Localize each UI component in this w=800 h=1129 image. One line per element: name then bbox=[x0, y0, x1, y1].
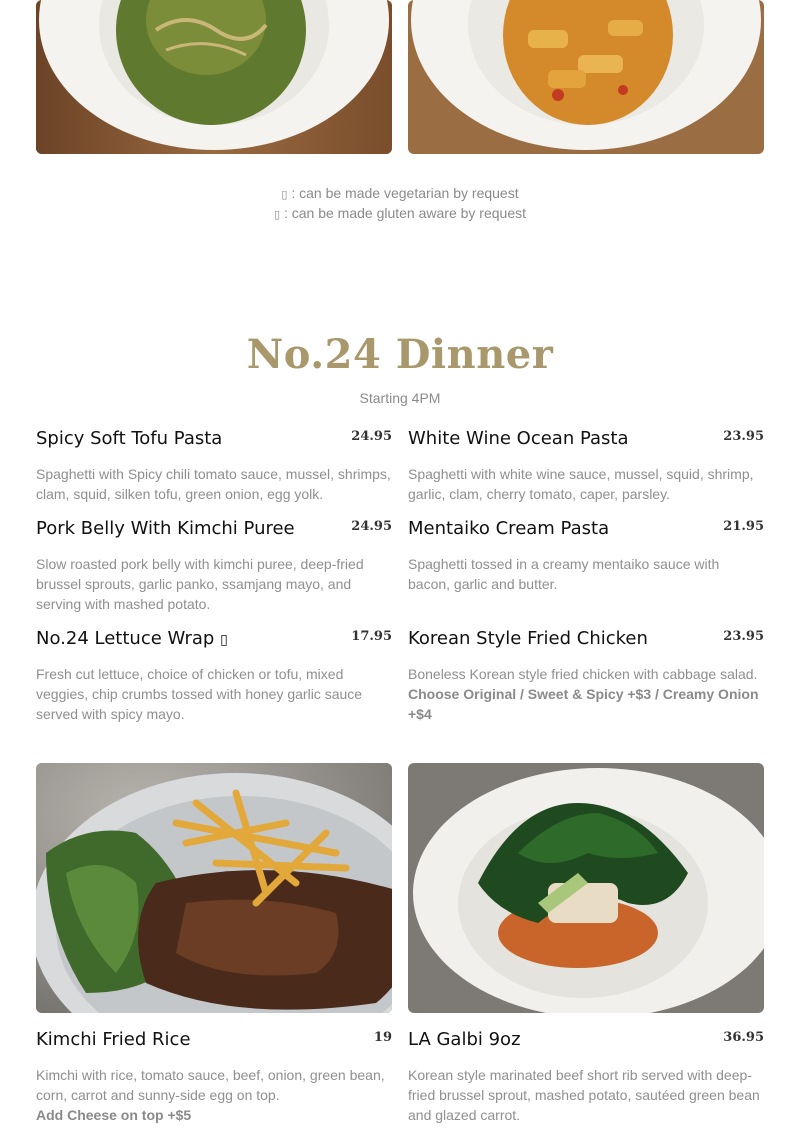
menu-item-name: Pork Belly With Kimchi Puree bbox=[36, 518, 295, 539]
menu-item-name: Spicy Soft Tofu Pasta bbox=[36, 428, 223, 449]
menu-item bbox=[36, 1029, 392, 1125]
plated-fish-photo bbox=[408, 763, 764, 1013]
menu-item-name: Mentaiko Cream Pasta bbox=[408, 518, 610, 539]
menu-item bbox=[408, 628, 764, 724]
menu-item-option-note: Choose Original / Sweet & Spicy +$3 / Creamy Onion +$4 bbox=[408, 686, 759, 722]
menu-item-price: 19 bbox=[373, 1030, 392, 1045]
menu-item-description: Spaghetti with Spicy chili tomato sauce, mussel, shrimps, clam, squid, silken tofu, green onion, egg yolk. bbox=[36, 466, 391, 502]
menu-item-price: 24.95 bbox=[351, 519, 392, 534]
menu-item-price: 21.95 bbox=[723, 519, 764, 534]
section-title: No.24 Dinner bbox=[246, 331, 554, 378]
menu-item-description: Spaghetti tossed in a creamy mentaiko sauce with bacon, garlic and butter. bbox=[408, 556, 720, 592]
menu-item-price: 24.95 bbox=[351, 429, 392, 444]
menu-item bbox=[36, 518, 392, 614]
menu-item-name: No.24 Lettuce Wrap bbox=[36, 628, 215, 649]
menu-item-price: 23.95 bbox=[723, 429, 764, 444]
pesto-pasta-photo bbox=[36, 0, 392, 154]
menu-item-name: Kimchi Fried Rice bbox=[36, 1029, 191, 1050]
menu-item-name: LA Galbi 9oz bbox=[408, 1029, 521, 1050]
menu-item-name: Korean Style Fried Chicken bbox=[408, 628, 648, 649]
menu-item-description: Boneless Korean style fried chicken with cabbage salad. bbox=[408, 666, 758, 682]
menu-item-price: 23.95 bbox=[723, 629, 764, 644]
menu-item-description: Spaghetti with white wine sauce, mussel, squid, shrimp, garlic, clam, cherry tomato, caper, parsley. bbox=[408, 466, 754, 502]
menu-item-price: 17.95 bbox=[351, 629, 392, 644]
menu-item bbox=[408, 1029, 764, 1125]
menu-item-name: White Wine Ocean Pasta bbox=[408, 428, 629, 449]
menu-item-description: Fresh cut lettuce, choice of chicken or tofu, mixed veggies, chip crumbs tossed with honey garlic sauce served with spicy mayo. bbox=[36, 666, 363, 722]
rigatoni-pasta-photo bbox=[408, 0, 764, 154]
section-subtitle: Starting 4PM bbox=[359, 390, 441, 406]
menu-item-option-note: Add Cheese on top +$5 bbox=[36, 1107, 192, 1123]
gluten-aware-icon: ▯ bbox=[274, 208, 281, 221]
menu-item-name-row bbox=[36, 628, 392, 649]
gluten-aware-legend: ▯ : can be made gluten aware by request bbox=[274, 205, 526, 221]
menu-item-description: Slow roasted pork belly with kimchi puree, deep-fried brussel sprouts, garlic panko, ssamjang mayo, and serving with mashed potato. bbox=[36, 556, 364, 612]
vegetarian-icon: ▯ bbox=[220, 632, 228, 648]
vegetarian-icon: ▯ bbox=[281, 188, 288, 201]
menu-item-description: Kimchi with rice, tomato sauce, beef, onion, green bean, corn, carrot and sunny-side egg on top. bbox=[36, 1067, 385, 1103]
vegetarian-legend: ▯ : can be made vegetarian by request bbox=[281, 185, 519, 201]
menu-item bbox=[408, 428, 764, 504]
menu-item-price: 36.95 bbox=[723, 1030, 764, 1045]
menu-item bbox=[408, 518, 764, 594]
menu-item-description: Korean style marinated beef short rib served with deep-fried brussel sprout, mashed potato, sautéed green bean and glazed carrot. bbox=[408, 1067, 760, 1123]
menu-item bbox=[36, 428, 392, 504]
steak-fries-photo bbox=[36, 763, 392, 1013]
menu-item bbox=[36, 628, 392, 724]
